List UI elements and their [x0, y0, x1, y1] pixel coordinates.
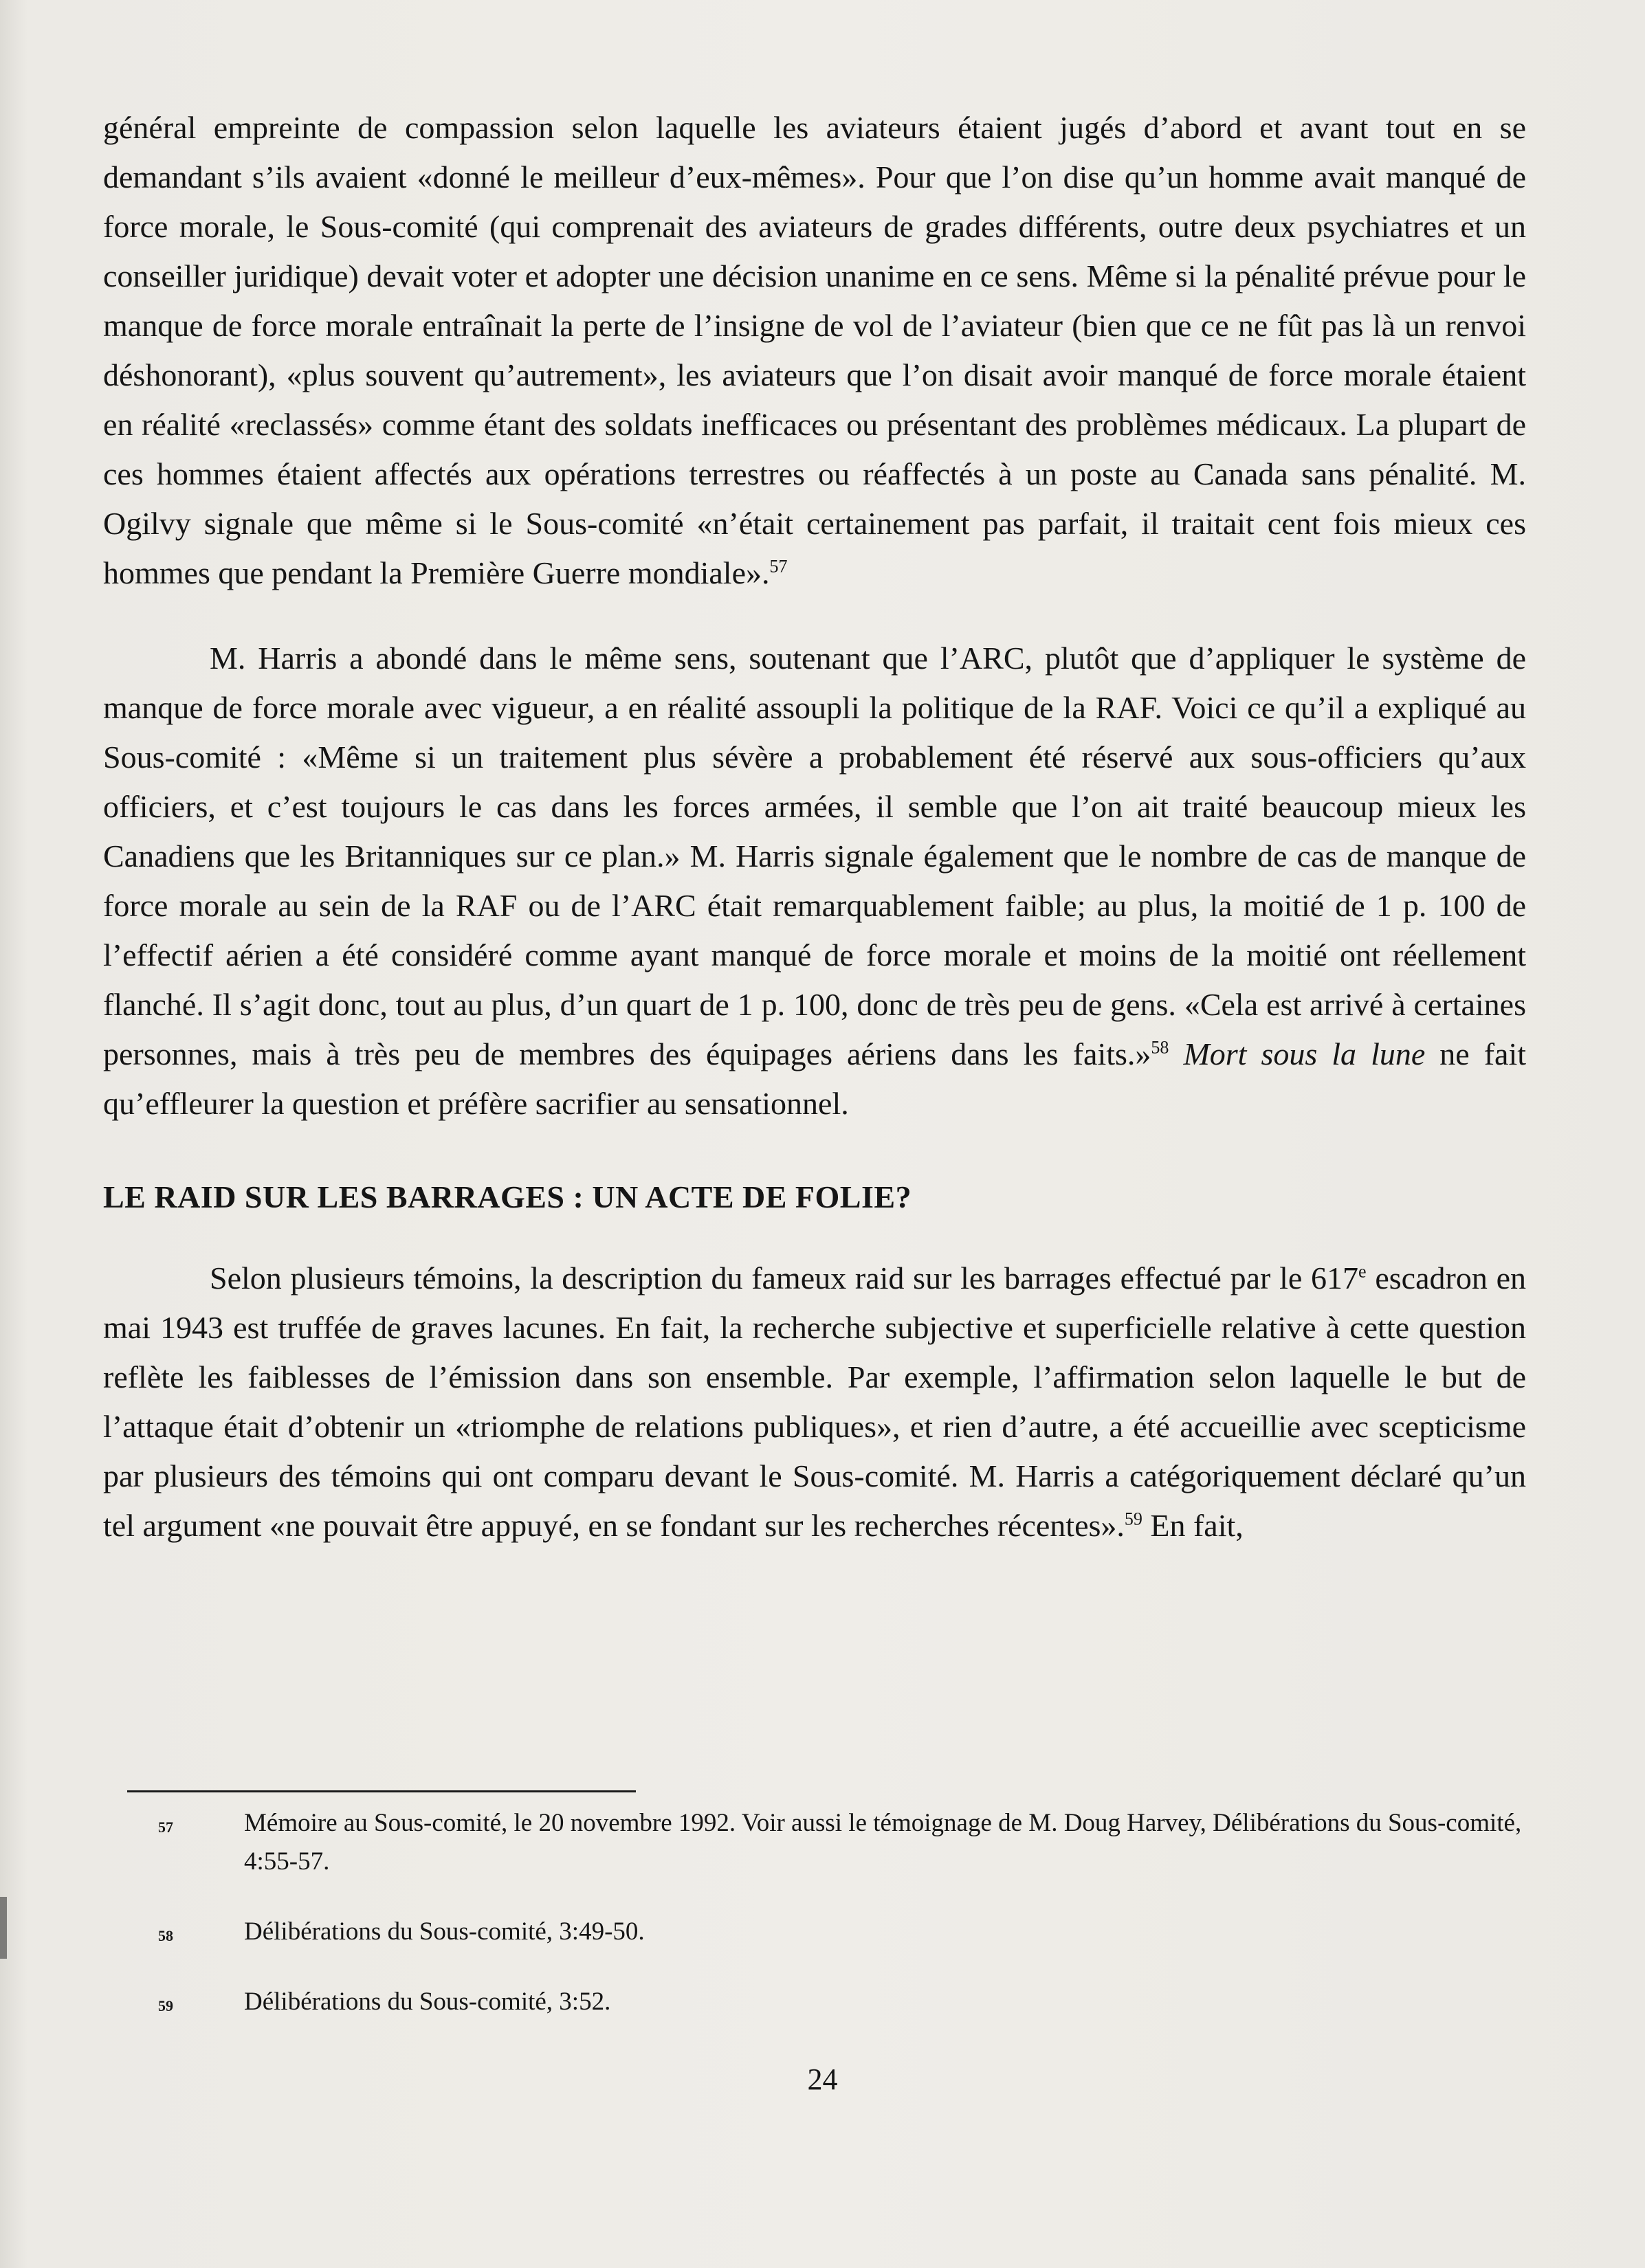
paragraph-3-text-b: escadron en mai 1943 est truffée de graves lacunes. En fait, la recherche subjective et superficielle relative à cette question reflète les faiblesses de l’émission dans son ensemble. Par exemple, l’affirmation selon laquelle le but de l’attaque était d’obtenir un «triomphe de relations publiques», et rien d’autre, a été accueillie avec scepticisme par plusieurs des témoins qui ont comparu devant le Sous-comité. M. Harris a catégoriquement déclaré qu’un tel argument «ne pouvait être appuyé, en se fondant sur les recherches récentes». [103, 1260, 1527, 1543]
paragraph-3-text-a: Selon plusieurs témoins, la description du fameux raid sur les barrages effectué par le 617 [210, 1260, 1359, 1296]
page-number: 24 [807, 2063, 838, 2096]
section-heading: LE RAID SUR LES BARRAGES : UN ACTE DE FOLIE? [103, 1179, 912, 1214]
paragraph-2-tail: ne fait qu’effleurer la question et préfère sacrifier au sensationnel. [103, 1036, 1527, 1121]
paragraph-1 [103, 103, 1526, 598]
footnote-number: 57 [158, 1819, 173, 1836]
main-text [103, 103, 1526, 1550]
program-title: Mort sous la lune [1183, 1036, 1426, 1071]
footnote-ref-59: 59 [1124, 1509, 1142, 1529]
footnote-ref-57: 57 [769, 556, 788, 577]
scan-edge-mark [0, 1897, 7, 1959]
paragraph-2-text: M. Harris a abondé dans le même sens, soutenant que l’ARC, plutôt que d’appliquer le système de manque de force morale avec vigueur, a en réalité assoupli la politique de la RAF. Voici ce qu’il a expliqué au Sous-comité : «Même si un traitement plus sévère a probablement été réservé aux sous-officiers qu’aux officiers, et c’est toujours le cas dans les forces armées, il semble que l’on ait traité beaucoup mieux les Canadiens que les Britanniques sur ce plan.» M. Harris signale également que le nombre de cas de manque de force morale au sein de la RAF ou de l’ARC était remarquablement faible; au plus, la moitié de 1 p. 100 de l’effectif aérien a été considéré comme ayant manqué de force morale et moins de la moitié ont réellement flanché. Il s’agit donc, tout au plus, d’un quart de 1 p. 100, donc de très peu de gens. «Cela est arrivé à certaines personnes, mais à très peu de membres des équipages aériens dans les faits.» [103, 641, 1526, 1071]
footnote-text: Mémoire au Sous-comité, le 20 novembre 1992. Voir aussi le témoignage de M. Doug Harvey, Délibérations du Sous-comité, 4:55-57. [244, 1809, 1522, 1876]
footnote-ref-58: 58 [1151, 1037, 1169, 1058]
paragraph-3 [103, 1254, 1526, 1550]
footnote-text: Délibérations du Sous-comité, 3:49-50. [244, 1917, 645, 1946]
footnote-number: 58 [158, 1927, 173, 1944]
footnote-divider [127, 1790, 636, 1792]
ordinal-superscript: e [1358, 1261, 1367, 1282]
paragraph-1-text: général empreinte de compassion selon laquelle les aviateurs étaient jugés d’abord et avant tout en se demandant s’ils avaient «donné le meilleur d’eux-mêmes». Pour que l’on dise qu’un homme avait manqué de force morale, le Sous-comité (qui comprenait des aviateurs de grades différents, outre deux psychiatres et un conseiller juridique) devait voter et adopter une décision unanime en ce sens. Même si la pénalité prévue pour le manque de force morale entraînait la perte de l’insigne de vol de l’aviateur (bien que ce ne fût pas là un renvoi déshonorant), «plus souvent qu’autrement», les aviateurs que l’on disait avoir manqué de force morale étaient en réalité «reclassés» comme étant des soldats inefficaces ou présentant des problèmes médicaux. La plupart de ces hommes étaient affectés aux opérations terrestres ou réaffectés à un poste au Canada sans pénalité. M. Ogilvy signale que même si le Sous-comité «n’était certainement pas parfait, il traitait cent fois mieux ces hommes que pendant la Première Guerre mondiale». [103, 110, 1526, 590]
footnote-text: Délibérations du Sous-comité, 3:52. [244, 1988, 611, 2016]
paragraph-3-tail: En fait, [1142, 1508, 1244, 1543]
footnotes [158, 1804, 1526, 2053]
footnote-57 [158, 1804, 1526, 1881]
paragraph-2 [103, 634, 1526, 1129]
footnote-number: 59 [158, 1997, 173, 2014]
footnote-59 [158, 1983, 1526, 2021]
footnote-58 [158, 1913, 1526, 1951]
